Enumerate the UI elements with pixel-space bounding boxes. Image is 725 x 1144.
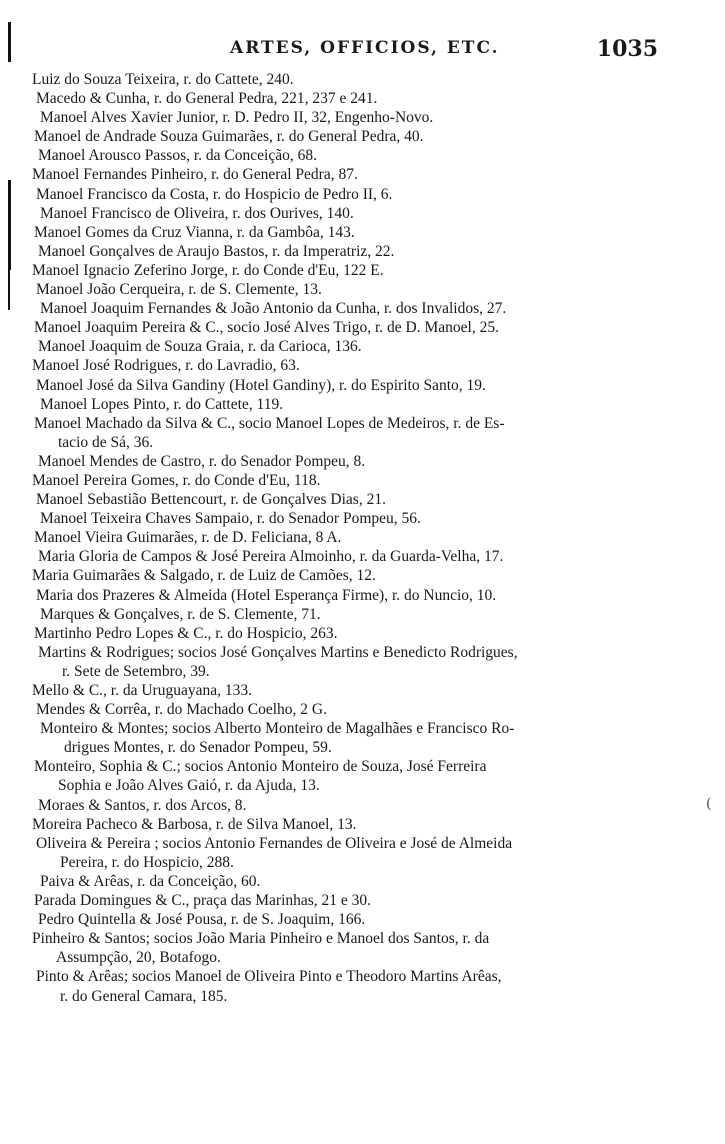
directory-entry — [32, 586, 664, 605]
entry-line: Manoel João Cerqueira, r. de S. Clemente, 13. — [36, 281, 322, 299]
directory-entry — [32, 452, 664, 471]
entry-line: Manoel José Rodrigues, r. do Lavradio, 63. — [32, 357, 300, 375]
entry-line: Martins & Rodrigues; socios José Gonçalves Martins e Benedicto Rodrigues, — [38, 643, 518, 661]
entry-line: Martinho Pedro Lopes & C., r. do Hospicio, 263. — [34, 624, 338, 642]
directory-entry — [32, 185, 664, 204]
entry-line: Paiva & Arêas, r. da Conceição, 60. — [40, 872, 261, 890]
directory-entry — [32, 700, 664, 719]
directory-entry — [32, 719, 664, 757]
entry-line: Manoel José da Silva Gandiny (Hotel Gandiny), r. do Espirito Santo, 19. — [36, 376, 486, 394]
directory-entry — [32, 242, 664, 261]
entry-line: Manoel Machado da Silva & C., socio Manoel Lopes de Medeiros, r. de Es- — [34, 414, 505, 432]
entry-line: Manoel Joaquim Fernandes & João Antonio da Cunha, r. dos Invalidos, 27. — [40, 300, 507, 318]
directory-entry — [32, 356, 664, 375]
entry-line: Manoel Francisco de Oliveira, r. dos Ourives, 140. — [40, 204, 354, 222]
entry-line: Macedo & Cunha, r. do General Pedra, 221, 237 e 241. — [36, 90, 378, 108]
entry-line: Maria Gloria de Campos & José Pereira Almoinho, r. da Guarda-Velha, 17. — [38, 548, 504, 566]
entry-continuation-line: tacio de Sá, 36. — [58, 433, 154, 451]
directory-entry — [32, 967, 664, 1005]
directory-entry — [32, 108, 664, 127]
directory-entry — [32, 929, 664, 967]
entry-line: Manoel Pereira Gomes, r. do Conde d'Eu, 118. — [32, 471, 321, 489]
entry-line: Pedro Quintella & José Pousa, r. de S. Joaquim, 166. — [38, 911, 366, 929]
entry-line: Manoel Joaquim de Souza Graia, r. da Carioca, 136. — [38, 338, 362, 356]
entry-continuation-line: r. Sete de Setembro, 39. — [62, 662, 210, 680]
directory-entry — [32, 376, 664, 395]
entry-line: Manoel Ignacio Zeferino Jorge, r. do Conde d'Eu, 122 E. — [32, 261, 384, 279]
directory-entry — [32, 127, 664, 146]
directory-entry — [32, 70, 664, 89]
entry-line: Marques & Gonçalves, r. de S. Clemente, 71. — [40, 605, 321, 623]
entry-line: Oliveira & Pereira ; socios Antonio Fernandes de Oliveira e José de Almeida — [36, 834, 513, 852]
page-number: 1035 — [596, 36, 658, 62]
page-header — [40, 36, 660, 66]
page-edge-mark — [8, 180, 11, 270]
entry-continuation-line: r. do General Camara, 185. — [60, 987, 228, 1005]
entry-continuation-line: Sophia e João Alves Gaió, r. da Ajuda, 13. — [58, 777, 320, 795]
entry-line: Pinheiro & Santos; socios João Maria Pinheiro e Manoel dos Santos, r. da — [32, 930, 490, 948]
page-edge-mark — [8, 270, 10, 310]
directory-entry — [32, 509, 664, 528]
directory-entry — [32, 815, 664, 834]
directory-entry — [32, 891, 664, 910]
entry-line: Manoel Arousco Passos, r. da Conceição, 68. — [38, 147, 317, 165]
directory-entry — [32, 318, 664, 337]
entry-line: Manoel Fernandes Pinheiro, r. do General Pedra, 87. — [32, 166, 358, 184]
entry-line: Manoel Gonçalves de Araujo Bastos, r. da Imperatriz, 22. — [38, 242, 395, 260]
entry-continuation-line: Pereira, r. do Hospicio, 288. — [60, 853, 234, 871]
entry-line: Manoel Lopes Pinto, r. do Cattete, 119. — [40, 395, 284, 413]
entry-line: Manoel Alves Xavier Junior, r. D. Pedro II, 32, Engenho-Novo. — [40, 109, 434, 127]
directory-entry — [32, 605, 664, 624]
directory-entry — [32, 757, 664, 795]
entry-line: Manoel Mendes de Castro, r. do Senador Pompeu, 8. — [38, 452, 366, 470]
entry-line: Manoel Gomes da Cruz Vianna, r. da Gambôa, 143. — [34, 223, 355, 241]
entry-line: Mello & C., r. da Uruguayana, 133. — [32, 682, 252, 699]
entry-continuation-line: drigues Montes, r. do Senador Pompeu, 59. — [64, 739, 332, 757]
entry-line: Manoel Vieira Guimarães, r. de D. Feliciana, 8 A. — [34, 529, 342, 547]
directory-entry — [32, 280, 664, 299]
entry-continuation-line: Assumpção, 20, Botafogo. — [56, 949, 221, 967]
directory-entry — [32, 471, 664, 490]
directory-entry — [32, 528, 664, 547]
entry-line: Maria Guimarães & Salgado, r. de Luiz de Camões, 12. — [32, 567, 376, 585]
directory-entry — [32, 872, 664, 891]
directory-entry — [32, 910, 664, 929]
entry-line: Monteiro, Sophia & C.; socios Antonio Monteiro de Souza, José Ferreira — [34, 758, 487, 776]
entry-line: Manoel de Andrade Souza Guimarães, r. do General Pedra, 40. — [34, 128, 424, 146]
entry-line: Manoel Francisco da Costa, r. do Hospicio de Pedro II, 6. — [36, 185, 393, 203]
directory-entry — [32, 643, 664, 681]
entry-line: Manoel Teixeira Chaves Sampaio, r. do Senador Pompeu, 56. — [40, 510, 421, 528]
entry-line: Mendes & Corrêa, r. do Machado Coelho, 2 G. — [36, 701, 327, 719]
directory-entry — [32, 490, 664, 509]
directory-entry — [32, 337, 664, 356]
entry-line: Manoel Sebastião Bettencourt, r. de Gonçalves Dias, 21. — [36, 491, 386, 509]
directory-entry — [32, 566, 664, 585]
directory-entry — [32, 834, 664, 872]
section-title: ARTES, OFFICIOS, ETC. — [230, 38, 500, 58]
directory-entry — [32, 624, 664, 643]
directory-entry — [32, 165, 664, 184]
directory-entry — [32, 547, 664, 566]
directory-entry — [32, 299, 664, 318]
entry-line: Moreira Pacheco & Barbosa, r. de Silva Manoel, 13. — [32, 815, 357, 833]
entry-line: Monteiro & Montes; socios Alberto Monteiro de Magalhães e Francisco Ro- — [40, 720, 515, 738]
directory-entry — [32, 395, 664, 414]
margin-mark: ( — [706, 796, 712, 812]
directory-entry — [32, 414, 664, 452]
directory-entry — [32, 204, 664, 223]
directory-entry — [32, 261, 664, 280]
entry-line: Maria dos Prazeres & Almeida (Hotel Esperança Firme), r. do Nuncio, 10. — [36, 586, 497, 604]
entry-line: Manoel Joaquim Pereira & C., socio José Alves Trigo, r. de D. Manoel, 25. — [34, 319, 499, 337]
page-edge-mark — [8, 22, 11, 62]
directory-entry — [32, 223, 664, 242]
entry-line: Parada Domingues & C., praça das Marinhas, 21 e 30. — [34, 892, 372, 910]
directory-entries — [32, 70, 664, 1006]
directory-entry — [32, 681, 664, 700]
entry-line: Moraes & Santos, r. dos Arcos, 8. — [38, 796, 247, 814]
directory-entry — [32, 146, 664, 165]
directory-entry — [32, 89, 664, 108]
directory-entry — [32, 796, 664, 815]
entry-line: Luiz do Souza Teixeira, r. do Cattete, 240. — [32, 71, 294, 88]
entry-line: Pinto & Arêas; socios Manoel de Oliveira Pinto e Theodoro Martins Arêas, — [36, 968, 502, 986]
